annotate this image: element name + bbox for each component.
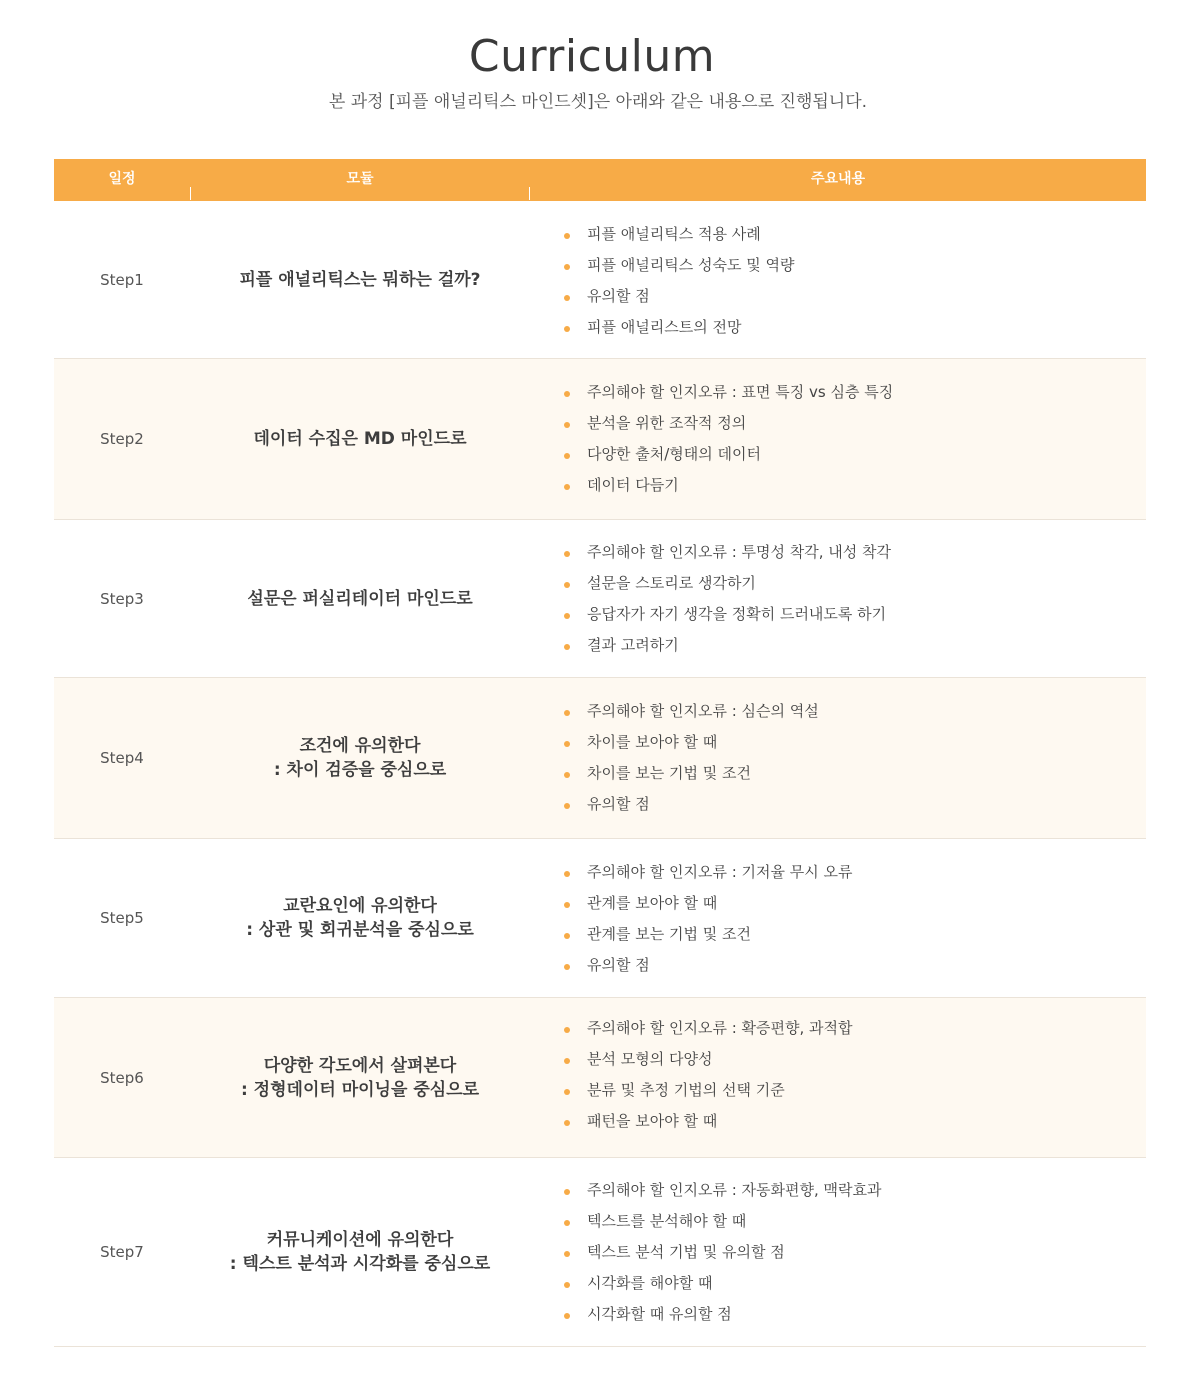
content-list-item [564,1237,1146,1268]
step-label: Step4 [100,749,144,767]
content-list-item [564,857,1146,888]
content-item-text: 텍스트를 분석해야 할 때 [587,1212,747,1230]
content-item-text: 주의해야 할 인지오류 : 표면 특징 vs 심층 특징 [587,383,894,401]
content-list-item [564,1044,1146,1075]
step-label: Step1 [100,270,144,289]
content-item-text: 다양한 출처/형태의 데이터 [587,445,761,463]
content-list-item [564,1299,1146,1330]
bullet-dot-icon [564,1220,570,1226]
table-row [54,1158,1146,1347]
module-title [190,678,530,838]
content-list [564,520,1146,661]
content-list-item [564,470,1146,501]
table-row [54,520,1146,678]
content-list-item [564,377,1146,408]
bullet-dot-icon [564,551,570,557]
content-list [564,998,1146,1137]
content-item-text: 분석을 위한 조작적 정의 [587,414,747,432]
content-item-text: 피플 애널리틱스 성숙도 및 역량 [587,256,795,274]
bullet-dot-icon [564,391,570,397]
table-body [54,201,1146,1347]
content-list-item [564,727,1146,758]
content-list-item [564,219,1146,250]
column-header-module: 모듈 [346,171,374,187]
content-list-item [564,281,1146,312]
column-header-schedule: 일정 [108,171,136,187]
content-list-item [564,1013,1146,1044]
step-label: Step5 [100,909,144,927]
module-title [190,1158,530,1346]
module-title [190,201,530,358]
module-title-line: 설문은 퍼실리테이터 마인드로 [247,588,473,609]
step-label: Step7 [100,1243,144,1261]
content-item-text: 패턴을 보아야 할 때 [587,1112,718,1130]
bullet-dot-icon [564,710,570,716]
bullet-dot-icon [564,613,570,619]
module-title-line: : 차이 검증을 중심으로 [273,760,447,780]
content-list-item [564,950,1146,981]
content-list-item [564,696,1146,727]
table-header [54,159,1146,201]
content-list-item [564,919,1146,950]
content-item-text: 분류 및 추정 기법의 선택 기준 [587,1081,785,1099]
content-list-item [564,408,1146,439]
content-list-item [564,537,1146,568]
content-list-item [564,250,1146,281]
content-item-text: 주의해야 할 인지오류 : 확증편향, 과적합 [587,1019,853,1037]
content-item-text: 피플 애널리스트의 전망 [587,318,742,336]
bullet-dot-icon [564,326,570,332]
module-title [190,520,530,677]
content-list [564,359,1146,501]
content-item-text: 분석 모형의 다양성 [587,1050,713,1068]
content-item-text: 관계를 보는 기법 및 조건 [587,925,751,943]
module-title-line: : 상관 및 회귀분석을 중심으로 [246,920,474,940]
bullet-dot-icon [564,644,570,650]
bullet-dot-icon [564,871,570,877]
content-list-item [564,1206,1146,1237]
step-label: Step6 [100,1068,144,1087]
content-item-text: 유의할 점 [587,795,650,813]
bullet-dot-icon [564,1058,570,1064]
content-item-text: 텍스트 분석 기법 및 유의할 점 [587,1243,785,1261]
module-title-line: : 텍스트 분석과 시각화를 중심으로 [229,1254,491,1274]
table-row [54,359,1146,520]
content-list [564,1158,1146,1330]
page-subtitle: 본 과정 [피플 애널리틱스 마인드셋]은 아래와 같은 내용으로 진행됩니다. [328,92,868,112]
content-list-item [564,568,1146,599]
content-list-item [564,1175,1146,1206]
module-title-line: 커뮤니케이션에 유의한다 [266,1230,454,1250]
bullet-dot-icon [564,1120,570,1126]
content-list [564,201,1146,343]
bullet-dot-icon [564,803,570,809]
content-list-item [564,599,1146,630]
module-title-line: 다양한 각도에서 살펴본다 [263,1055,457,1076]
bullet-dot-icon [564,233,570,239]
bullet-dot-icon [564,422,570,428]
column-header-content: 주요내용 [810,171,866,187]
bullet-dot-icon [564,964,570,970]
content-item-text: 주의해야 할 인지오류 : 투명성 착각, 내성 착각 [587,543,892,561]
bullet-dot-icon [564,902,570,908]
module-title [190,359,530,519]
bullet-dot-icon [564,484,570,490]
content-item-text: 주의해야 할 인지오류 : 자동화편향, 맥락효과 [587,1181,882,1199]
table-row [54,839,1146,998]
bullet-dot-icon [564,933,570,939]
content-item-text: 피플 애널리틱스 적용 사례 [587,225,761,243]
bullet-dot-icon [564,264,570,270]
content-item-text: 차이를 보아야 할 때 [587,733,718,751]
bullet-dot-icon [564,582,570,588]
module-title [190,998,530,1157]
table-row [54,998,1146,1158]
bullet-dot-icon [564,1027,570,1033]
content-list-item [564,1268,1146,1299]
page-title: Curriculum [468,31,716,82]
content-item-text: 결과 고려하기 [587,636,679,654]
content-list-item [564,888,1146,919]
bullet-dot-icon [564,1089,570,1095]
bullet-dot-icon [564,453,570,459]
content-list-item [564,439,1146,470]
content-item-text: 설문을 스토리로 생각하기 [587,574,756,592]
content-item-text: 데이터 다듬기 [587,476,679,494]
header-divider [190,187,191,200]
content-item-text: 주의해야 할 인지오류 : 기저율 무시 오류 [587,863,853,881]
content-item-text: 유의할 점 [587,287,650,305]
content-item-text: 유의할 점 [587,956,650,974]
curriculum-table [54,159,1146,1347]
module-title-line: : 정형데이터 마이닝을 중심으로 [240,1079,480,1100]
content-item-text: 차이를 보는 기법 및 조건 [587,764,751,782]
table-row [54,678,1146,839]
content-item-text: 응답자가 자기 생각을 정확히 드러내도록 하기 [587,605,887,623]
bullet-dot-icon [564,1189,570,1195]
bullet-dot-icon [564,1313,570,1319]
content-item-text: 주의해야 할 인지오류 : 심슨의 역설 [587,702,819,720]
bullet-dot-icon [564,1282,570,1288]
module-title-line: 조건에 유의한다 [299,736,421,756]
content-list-item [564,630,1146,661]
table-row [54,201,1146,359]
bullet-dot-icon [564,741,570,747]
header-divider [529,187,530,200]
content-list-item [564,758,1146,789]
content-item-text: 시각화를 해야할 때 [587,1274,713,1292]
module-title-line: 데이터 수집은 MD 마인드로 [253,429,467,449]
content-list [564,839,1146,981]
bullet-dot-icon [564,1251,570,1257]
module-title [190,839,530,997]
content-list-item [564,1075,1146,1106]
bullet-dot-icon [564,295,570,301]
step-label: Step2 [100,430,144,448]
step-label: Step3 [100,589,144,608]
module-title-line: 피플 애널리틱스는 뭐하는 걸까? [239,269,481,290]
content-list-item [564,1106,1146,1137]
content-item-text: 시각화할 때 유의할 점 [587,1305,732,1323]
content-list-item [564,789,1146,820]
module-title-line: 교란요인에 유의한다 [283,896,437,916]
content-list-item [564,312,1146,343]
content-list [564,678,1146,820]
bullet-dot-icon [564,772,570,778]
content-item-text: 관계를 보아야 할 때 [587,894,718,912]
